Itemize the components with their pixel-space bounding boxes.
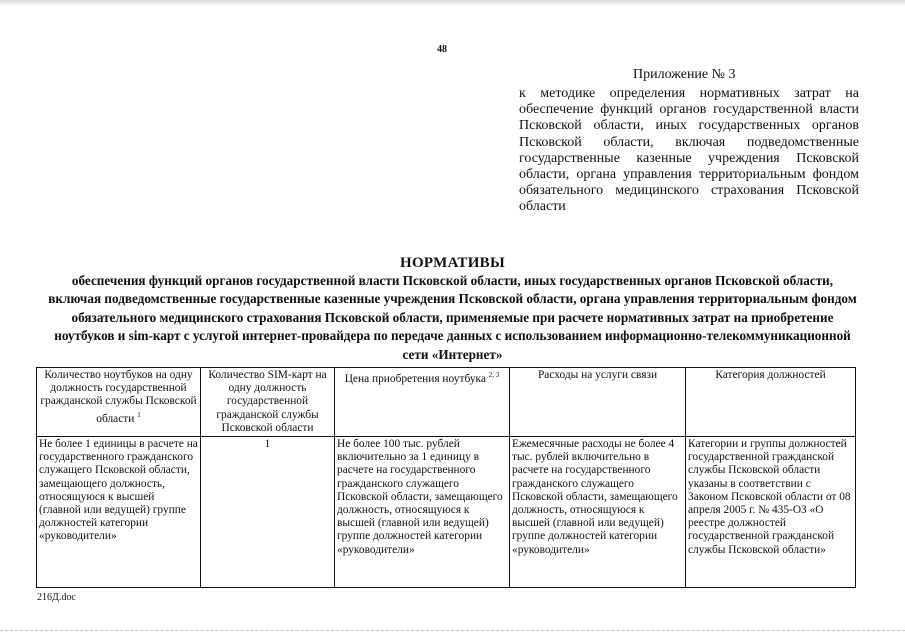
scan-edge-bottom <box>0 630 905 633</box>
cell-communication-costs: Ежемесячные расходы не более 4 тыс. рублей включительно в расчете на государственного гражданского служащего Псковской области, замещающего должность, относящуюся к высшей (главной или ведущей) группе должностей категории «руководители» <box>510 437 686 588</box>
cell-position-category: Категории и группы должностей государственной гражданской службы Псковской области указаны в соответствии с Законом Псковской области от 08 апреля 2005 г. № 435-ОЗ «О реестре должностей государственной гражданской службы Псковской области» <box>686 437 856 588</box>
cell-laptops-count: Не более 1 единицы в расчете на государственного гражданского служащего Псковской области, замещающего должность, относящуюся к высшей (главной или ведущей) группе должностей категории «руководители» <box>37 437 201 588</box>
header-sim-count: Количество SIM-карт на одну должность государственной гражданской службы Псковской области <box>201 368 335 437</box>
page-number: 48 <box>437 44 447 55</box>
norms-table <box>36 367 856 588</box>
document-subtitle: обеспечения функций органов государственной власти Псковской области, иных государственных органов Псковской области, включая подведомственные государственные казенные учреждения Псковской области, органа управления территориальным фондом обязательного медицинского страхования Псковской области, применяемые при расчете нормативных затрат на приобретение ноутбуков и sim-карт с услугой интернет-провайдера по передаче данных с использованием информационно-телекоммуникационной сети «Интернет» <box>48 273 857 362</box>
table-header-row <box>37 368 856 437</box>
footnote-mark: 1 <box>137 410 141 419</box>
appendix-title: Приложение № 3 <box>633 67 736 82</box>
cell-laptop-price: Не более 100 тыс. рублей включительно за 1 единицу в расчете на государственного гражданского служащего Псковской области, замещающего должность, относящуюся к высшей (главной или ведущей) группе должностей категории «руководители» <box>335 437 510 588</box>
appendix-text: к методике определения нормативных затрат на обеспечение функций органов государственной власти Псковской области, иных государственных органов Псковской области, включая подведомственные государственные казенные учреждения Псковской области, органа управления территориальным фондом обязательного медицинского страхования Псковской области <box>519 86 859 215</box>
scan-edge-top <box>0 0 905 6</box>
header-laptops-count: Количество ноутбуков на одну должность государственной гражданской службы Псковской области $^1$ <box>37 368 201 437</box>
footer-filename: 216Д.doc <box>37 592 76 603</box>
document-title: НОРМАТИВЫ <box>400 255 505 271</box>
table-row <box>37 437 856 588</box>
header-laptop-price: Цена приобретения ноутбука $^{2, 3}$ <box>335 368 510 437</box>
cell-sim-count: 1 <box>201 437 335 588</box>
header-position-category: Категория должностей <box>686 368 856 437</box>
footnote-mark: 2, 3 <box>488 371 500 379</box>
header-communication-costs: Расходы на услуги связи <box>510 368 686 437</box>
